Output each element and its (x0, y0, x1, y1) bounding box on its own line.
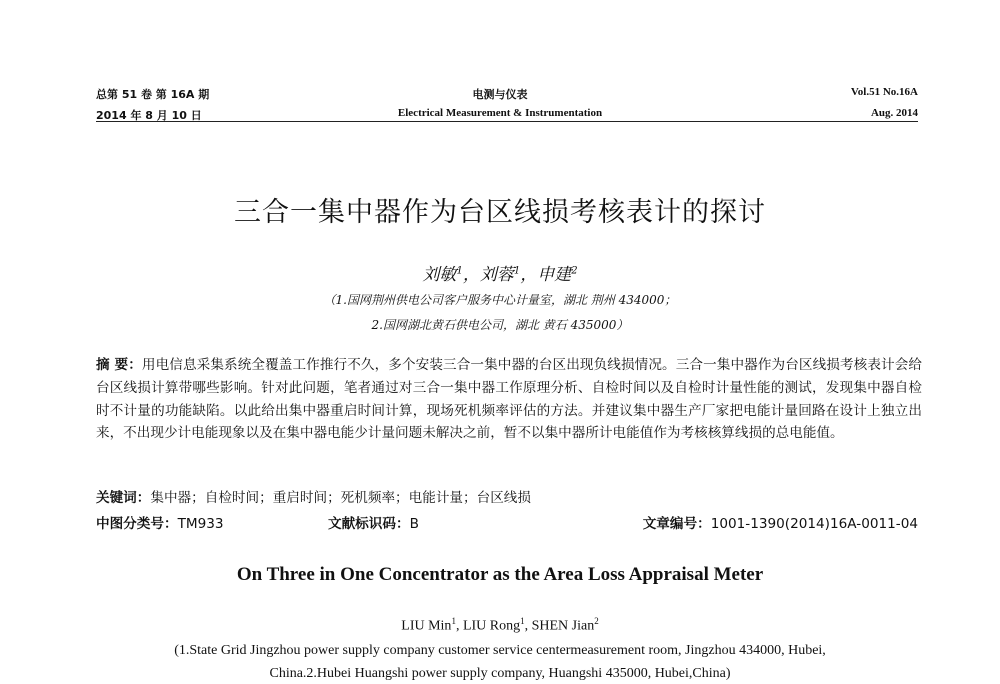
header-rule (96, 121, 918, 122)
paper-title-en: On Three in One Concentrator as the Area Loss Appraisal Meter (236, 564, 764, 585)
doc-label: 文献标识码： (328, 516, 410, 532)
keywords-text: 集中器；自检时间；重启时间；死机频率；电能计量；台区线损 (150, 490, 531, 506)
article-number (643, 512, 918, 532)
header-journal-cn: 电测与仪表 (472, 88, 528, 101)
header-journal-en: Electrical Measurement & Instrumentation (397, 107, 603, 119)
clc-value: TM933 (177, 516, 224, 532)
affiliation-cn-2: 2.国网湖北黄石供电公司，湖北 黄石 435000） (371, 318, 629, 332)
author-sup: 1 (456, 265, 463, 277)
author-en: SHEN Jian (531, 618, 595, 634)
authors-cn: 刘敏$^1$，刘蓉$^1$，申建$^2$ (422, 265, 578, 285)
author-sup: 2 (594, 616, 599, 626)
author-sup: 1 (451, 616, 456, 626)
affiliation-en-1: (1.State Grid Jingzhou power supply company customer service centermeasurement room, Jingzhou 434000, Hubei, (174, 643, 826, 658)
header-issue: 总第 51 卷 第 16A 期 (96, 88, 210, 101)
author-cn: 刘蓉 (479, 265, 514, 285)
abstract-text: 用电信息采集系统全覆盖工作推行不久，多个安装三合一集中器的台区出现负线损情况。三合一集中器作为台区线损考核表计会给台区线损计算带哪些影响。针对此问题，笔者通过对三合一集中器工作原理分析、自检时间以及自检时计量性能的测试，发现集中器自检时不计量的功能缺陷。以此给出集中器重启时间计算，现场死机频率评估的方法。并建议集中器生产厂家把电能计量回路在设计上独立出来，不出现少计电能现象以及在集中器电能少计量问题未解决之前，暂不以集中器所计电能值作为考核核算线损的总电能值。 (96, 357, 922, 442)
authors-en: LIU Min$^1$, LIU Rong$^1$, SHEN Jian$^2$ (401, 616, 599, 634)
author-cn: 申建 (537, 265, 572, 285)
author-sup: 1 (520, 616, 525, 626)
author-en: LIU Rong (462, 618, 521, 634)
abstract (96, 354, 922, 445)
paper-title-cn: 三合一集中器作为台区线损考核表计的探讨 (234, 197, 766, 228)
affiliation-en-2: China.2.Hubei Huangshi power supply company, Huangshi 435000, Hubei,China) (269, 666, 731, 681)
keywords (96, 486, 922, 506)
author-en: LIU Min (401, 618, 452, 634)
author-sup: 1 (513, 265, 521, 277)
header-date: 2014 年 8 月 10 日 (96, 109, 202, 122)
doc-value: B (409, 516, 419, 532)
article-label: 文章编号： (642, 516, 711, 532)
abstract-label: 摘 要： (96, 357, 142, 373)
header-volume: Vol.51 No.16A (850, 86, 918, 98)
clc-label: 中图分类号： (96, 516, 178, 532)
author-cn: 刘敏 (422, 265, 457, 285)
header-month: Aug. 2014 (870, 107, 918, 119)
article-value: 1001-1390(2014)16A-0011-04 (710, 516, 918, 532)
affiliation-cn-1: （1.国网荆州供电公司客户服务中心计量室，湖北 荆州 434000； (323, 293, 677, 307)
keywords-label: 关键词： (96, 490, 151, 506)
clc-number (96, 512, 224, 532)
doc-code (328, 512, 419, 532)
author-sup: 2 (571, 265, 578, 277)
